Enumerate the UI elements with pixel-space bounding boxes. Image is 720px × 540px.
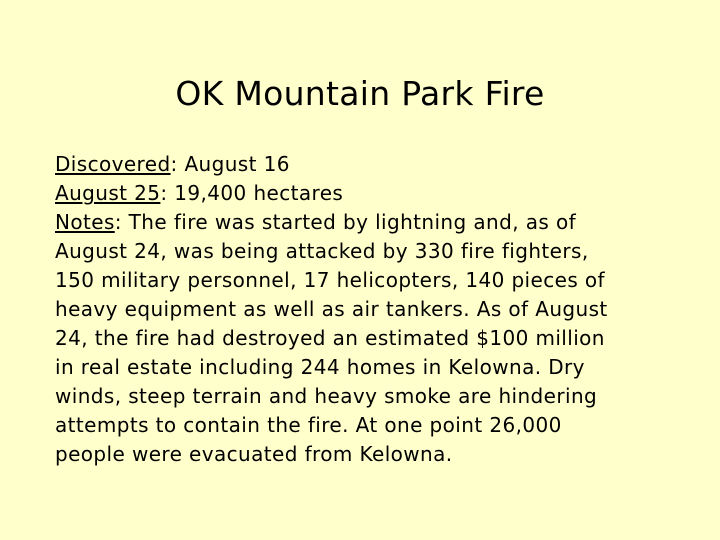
slide-body [55, 150, 665, 469]
august25-value: : 19,400 hectares [160, 181, 344, 205]
august25-label: August 25 [55, 181, 161, 205]
notes-line: heavy equipment as well as air tankers. As of August [55, 297, 608, 321]
notes-line: in real estate including 244 homes in Kelowna. Dry [55, 355, 585, 379]
discovered-line [55, 150, 665, 179]
notes-line: people were evacuated from Kelowna. [55, 442, 453, 466]
notes-line: 150 military personnel, 17 helicopters, 140 pieces of [55, 268, 605, 292]
notes-line-1 [55, 208, 665, 237]
notes-line: August 24, was being attacked by 330 fire fighters, [55, 239, 589, 263]
august25-line [55, 179, 665, 208]
notes-label: Notes [55, 210, 115, 234]
discovered-value: : August 16 [170, 152, 290, 176]
discovered-label: Discovered [55, 152, 171, 176]
notes-line: attempts to contain the fire. At one point 26,000 [55, 413, 562, 437]
notes-line: 24, the fire had destroyed an estimated $100 million [55, 326, 605, 350]
notes-line: winds, steep terrain and heavy smoke are hindering [55, 384, 598, 408]
slide-title: OK Mountain Park Fire [175, 74, 545, 113]
notes-text: : The fire was started by lightning and, as of [114, 210, 577, 234]
